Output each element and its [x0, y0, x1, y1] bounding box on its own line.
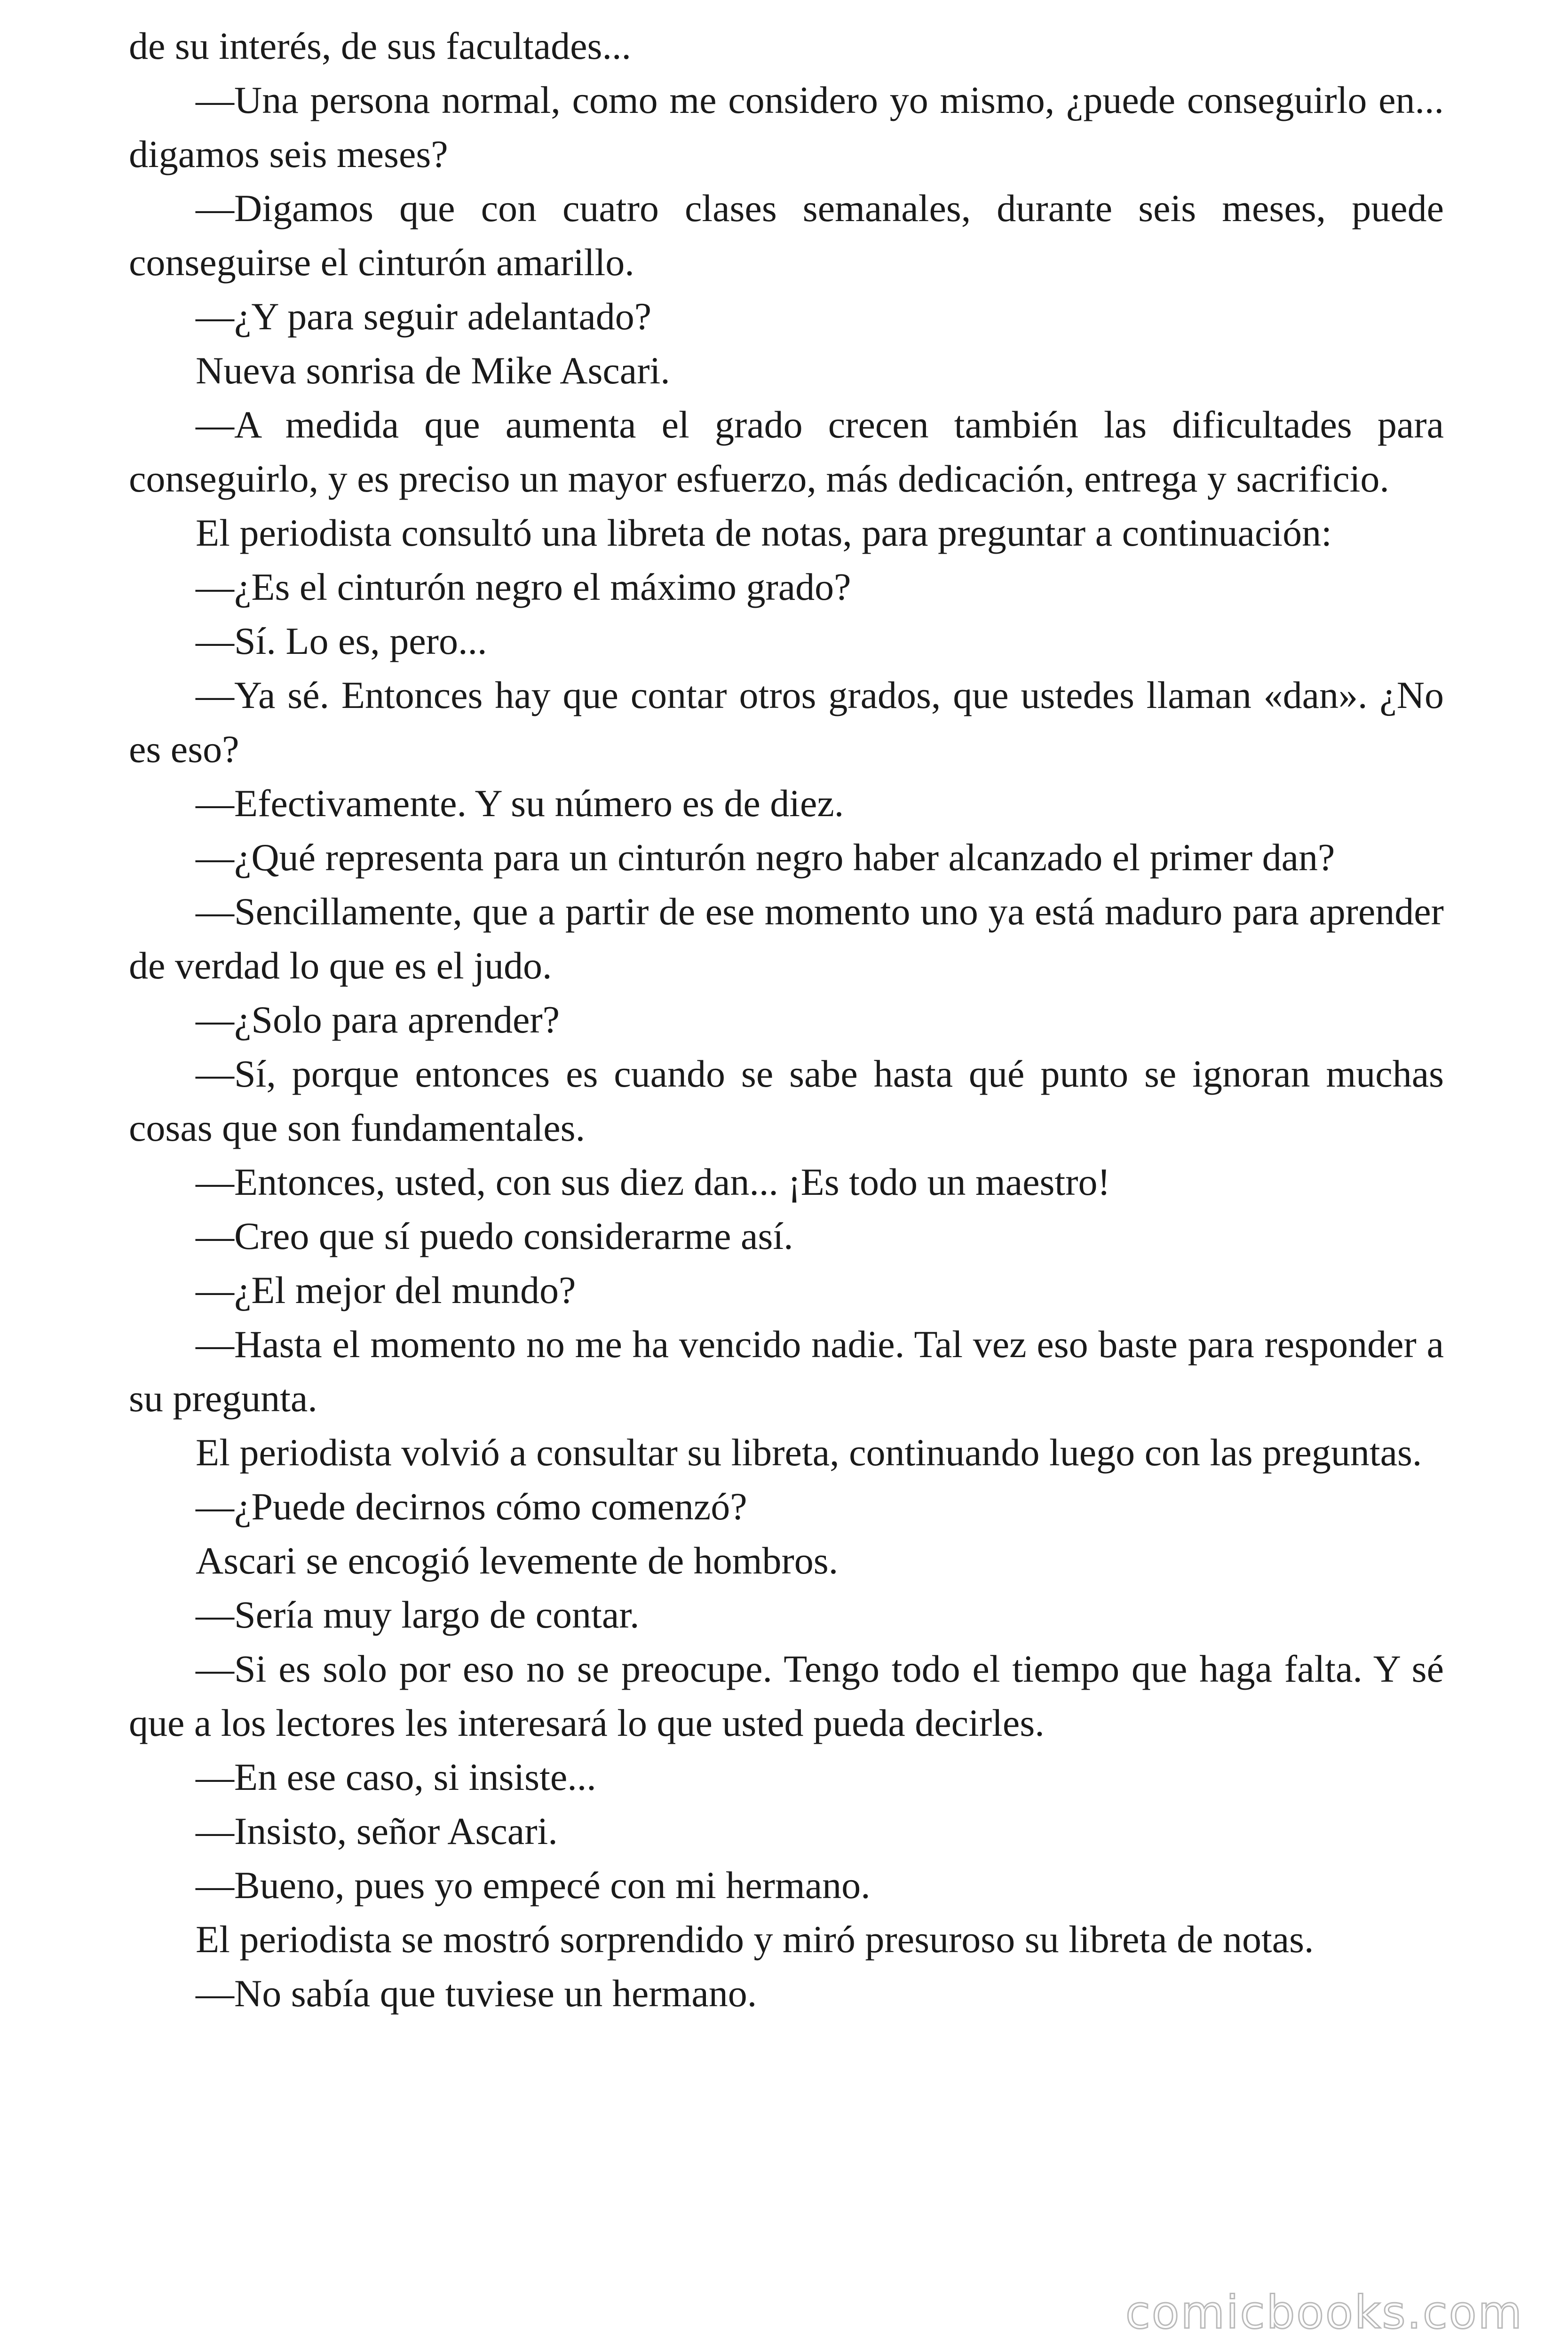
paragraph-19: —Hasta el momento no me ha vencido nadie. Tal vez eso baste para responder a su pregunta. — [129, 1323, 1444, 1420]
paragraph-6: —A medida que aumenta el grado crecen también las dificultades para conseguirlo, y es preciso un mayor esfuerzo, más dedicación, entrega y sacrificio. — [129, 403, 1444, 500]
paragraph-5: Nueva sonrisa de Mike Ascari. — [196, 349, 670, 392]
paragraph-27: —Bueno, pues yo empecé con mi hermano. — [196, 1864, 871, 1907]
paragraph-3: —Digamos que con cuatro clases semanales, durante seis meses, puede conseguirse el cinturón amarillo. — [129, 187, 1444, 284]
paragraph-10: —Ya sé. Entonces hay que contar otros grados, que ustedes llaman «dan». ¿No es eso? — [129, 674, 1444, 771]
paragraph-29: —No sabía que tuviese un hermano. — [196, 1972, 757, 2015]
paragraph-2: —Una persona normal, como me considero yo mismo, ¿puede conseguirlo en... digamos seis meses? — [129, 79, 1444, 175]
paragraph-8: —¿Es el cinturón negro el máximo grado? — [196, 565, 851, 608]
paragraph-16: —Entonces, usted, con sus diez dan... ¡Es todo un maestro! — [196, 1160, 1110, 1203]
paragraph-24: —Si es solo por eso no se preocupe. Tengo todo el tiempo que haga falta. Y sé que a los lectores les interesará lo que usted pueda decirles. — [129, 1647, 1444, 1744]
paragraph-20: El periodista volvió a consultar su libreta, continuando luego con las preguntas. — [196, 1431, 1422, 1474]
paragraph-7: El periodista consultó una libreta de notas, para preguntar a continuación: — [196, 511, 1332, 554]
paragraph-28: El periodista se mostró sorprendido y miró presuroso su libreta de notas. — [196, 1918, 1314, 1961]
paragraph-15: —Sí, porque entonces es cuando se sabe hasta qué punto se ignoran muchas cosas que son fundamentales. — [129, 1052, 1444, 1149]
paragraph-22: Ascari se encogió levemente de hombros. — [196, 1539, 839, 1582]
paragraph-23: —Sería muy largo de contar. — [196, 1593, 640, 1636]
paragraph-21: —¿Puede decirnos cómo comenzó? — [196, 1485, 747, 1528]
paragraph-18: —¿El mejor del mundo? — [196, 1269, 576, 1311]
page-body — [129, 19, 1444, 2020]
paragraph-9: —Sí. Lo es, pero... — [196, 620, 487, 662]
paragraph-4: —¿Y para seguir adelantado? — [196, 295, 652, 338]
paragraph-13: —Sencillamente, que a partir de ese momento uno ya está maduro para aprender de verdad lo que es el judo. — [129, 890, 1444, 987]
paragraph-26: —Insisto, señor Ascari. — [196, 1810, 558, 1852]
watermark: comicbooks.com — [1125, 2286, 1523, 2339]
paragraph-11: —Efectivamente. Y su número es de diez. — [196, 782, 844, 825]
paragraph-25: —En ese caso, si insiste... — [196, 1756, 596, 1798]
paragraph-12: —¿Qué representa para un cinturón negro haber alcanzado el primer dan? — [196, 836, 1335, 879]
paragraph-17: —Creo que sí puedo considerarme así. — [196, 1215, 793, 1257]
paragraph-14: —¿Solo para aprender? — [196, 998, 560, 1041]
paragraph-1: de su interés, de sus facultades... — [129, 24, 631, 67]
